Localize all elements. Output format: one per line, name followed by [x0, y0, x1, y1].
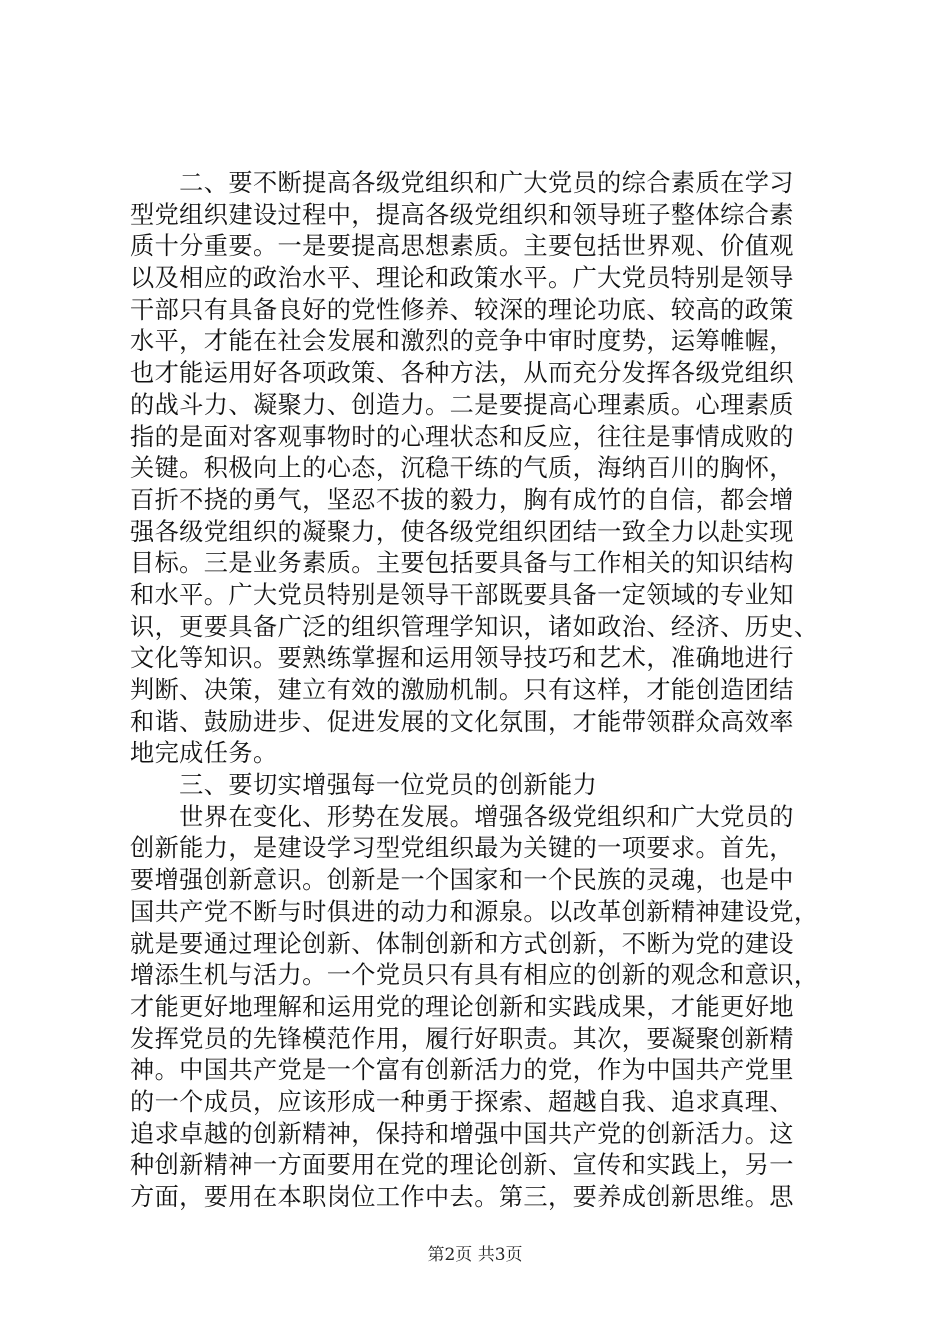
text-line: 方面，要用在本职岗位工作中去。第三，要养成创新思维。思: [130, 1183, 794, 1211]
text-line: 三、要切实增强每一位党员的创新能力: [130, 771, 598, 800]
text-line: 追求卓越的创新精神，保持和增强中国共产党的创新活力。这: [130, 1119, 794, 1148]
text-line: 创新能力，是建设学习型党组织最为关键的一项要求。首先，: [130, 834, 794, 863]
text-line: 才能更好地理解和运用党的理论创新和实践成果，才能更好地: [130, 992, 794, 1021]
document-body: [130, 168, 830, 1214]
text-line: 质十分重要。一是要提高思想素质。主要包括世界观、价值观: [130, 232, 794, 261]
text-line: 干部只有具备良好的党性修养、较深的理论功底、较高的政策: [130, 295, 794, 324]
text-line: 百折不挠的勇气，坚忍不拔的毅力，胸有成竹的自信，都会增: [130, 485, 794, 514]
text-line: 也才能运用好各项政策、各种方法，从而充分发挥各级党组织: [130, 359, 794, 388]
text-line: 的一个成员，应该形成一种勇于探索、超越自我、追求真理、: [130, 1087, 794, 1116]
text-line: 型党组织建设过程中，提高各级党组织和领导班子整体综合素: [130, 200, 794, 229]
text-line: 判断、决策，建立有效的激励机制。只有这样，才能创造团结: [130, 676, 794, 704]
text-line: 文化等知识。要熟练掌握和运用领导技巧和艺术，准确地进行: [130, 644, 794, 673]
text-line: 就是要通过理论创新、体制创新和方式创新，不断为党的建设: [130, 929, 794, 958]
text-line: 增添生机与活力。一个党员只有具有相应的创新的观念和意识，: [130, 961, 819, 990]
text-line: 指的是面对客观事物时的心理状态和反应，往往是事情成败的: [130, 422, 794, 451]
text-line: 目标。三是业务素质。主要包括要具备与工作相关的知识结构: [130, 549, 794, 578]
text-line: 发挥党员的先锋模范作用，履行好职责。其次，要凝聚创新精: [130, 1024, 794, 1053]
text-line: 二、要不断提高各级党组织和广大党员的综合素质在学习: [130, 169, 794, 197]
text-line: 要增强创新意识。创新是一个国家和一个民族的灵魂，也是中: [130, 866, 794, 895]
text-line: 和谐、鼓励进步、促进发展的文化氛围，才能带领群众高效率: [130, 707, 794, 736]
text-line: 强各级党组织的凝聚力，使各级党组织团结一致全力以赴实现: [130, 517, 794, 546]
text-line: 种创新精神一方面要用在党的理论创新、宣传和实践上，另一: [130, 1151, 794, 1180]
text-line: 水平，才能在社会发展和激烈的竞争中审时度势，运筹帷幄，: [130, 327, 794, 356]
text-line: 神。中国共产党是一个富有创新活力的党，作为中国共产党里: [130, 1056, 794, 1085]
page-footer: 第2页 共3页: [427, 1245, 523, 1265]
text-line: 和水平。广大党员特别是领导干部既要具备一定领域的专业知: [130, 580, 794, 609]
text-line: 关键。积极向上的心态，沉稳干练的气质，海纳百川的胸怀，: [130, 454, 794, 483]
text-line: 国共产党不断与时俱进的动力和源泉。以改革创新精神建设党，: [130, 897, 819, 926]
text-line: 的战斗力、凝聚力、创造力。二是要提高心理素质。心理素质: [130, 390, 794, 419]
text-line: 地完成任务。: [130, 739, 278, 768]
text-line: 世界在变化、形势在发展。增强各级党组织和广大党员的: [130, 802, 794, 831]
text-line: 以及相应的政治水平、理论和政策水平。广大党员特别是领导: [130, 264, 794, 293]
text-line: 识，更要具备广泛的组织管理学知识，诸如政治、经济、历史、: [130, 612, 819, 641]
